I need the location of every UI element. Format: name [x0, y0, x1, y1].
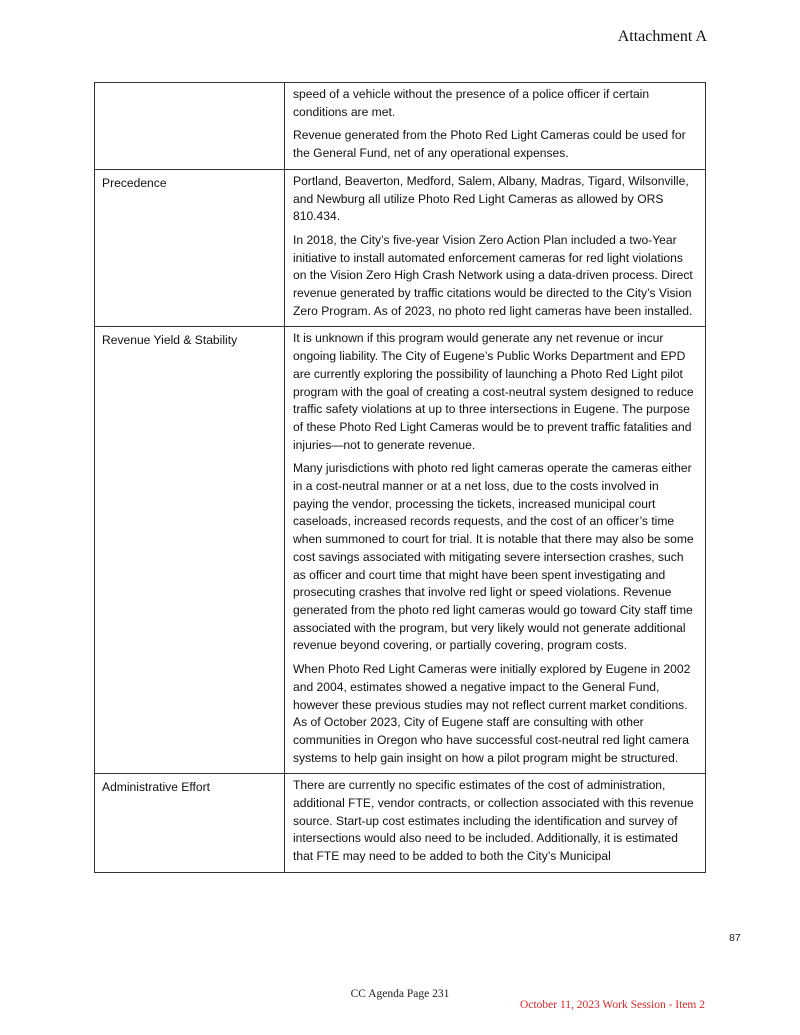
row-content: [285, 169, 706, 327]
table-row-precedence: [95, 169, 706, 327]
row-label: Administrative Effort: [95, 774, 285, 873]
row-content: [285, 327, 706, 774]
document-table: [94, 82, 706, 873]
paragraph: Many jurisdictions with photo red light cameras operate the cameras either in a cost-neutral manner or at a net loss, due to the costs involved in paying the vendor, processing the tickets, increased municipal court caseloads, increased records requests, and the cost of an officer’s time when summoned to court for trial. It is notable that there may also be some cost savings associated with mitigating severe intersection crashes, such as officer and court time that might have been spent investigating and prosecuting crashes that involve red light or speed violations. Revenue generated from the photo red light cameras would go toward City staff time associated with the program, but very likely would not generate additional revenue beyond covering, or partially covering, program costs.: [293, 461, 694, 653]
row-label: Precedence: [95, 169, 285, 327]
paragraph: In 2018, the City’s five-year Vision Zero Action Plan included a two-Year initiative to install automated enforcement cameras for red light violations on the Vision Zero High Crash Network using a data-driven process. Direct revenue generated by traffic citations would be directed to the City’s Vision Zero Program. As of 2023, no photo red light cameras have been installed.: [293, 232, 693, 318]
table-row-continuation: [95, 83, 706, 170]
row-label: Revenue Yield & Stability: [95, 327, 285, 774]
paragraph: speed of a vehicle without the presence of a police officer if certain conditions are met.: [293, 87, 650, 119]
paragraph: Portland, Beaverton, Medford, Salem, Albany, Madras, Tigard, Wilsonville, and Newburg all utilize Photo Red Light Cameras as allowed by ORS 810.434.: [293, 173, 689, 224]
row-content: [285, 774, 706, 873]
attachment-label: Attachment A: [617, 28, 707, 45]
work-session-label: October 11, 2023 Work Session - Item 2: [520, 999, 705, 1011]
paragraph: There are currently no specific estimates of the cost of administration, additional FTE, vendor contracts, or collection associated with this revenue source. Start-up cost estimates including the identification and survey of intersections would also need to be included. Additionally, it is estimated that FTE may need to be added to both the City’s Municipal: [293, 778, 694, 864]
paragraph: When Photo Red Light Cameras were initially explored by Eugene in 2002 and 2004, estimates showed a negative impact to the General Fund, however these previous studies may not reflect current market conditions. As of October 2023, City of Eugene staff are consulting with other communities in Oregon who have successful cost-neutral red light camera systems to help gain insight on how a pilot program might be structured.: [293, 662, 691, 765]
row-content: [285, 83, 706, 170]
table-row-revenue-yield: [95, 327, 706, 774]
table-row-administrative-effort: [95, 774, 706, 873]
paragraph: Revenue generated from the Photo Red Light Cameras could be used for the General Fund, net of any operational expenses.: [293, 128, 686, 161]
paragraph: It is unknown if this program would generate any net revenue or incur ongoing liability. The City of Eugene’s Public Works Department and EPD are currently exploring the possibility of launching a Photo Red Light pilot program with the goal of creating a cost-neutral system designed to reduce traffic safety violations at up to three intersections in Eugene. The purpose of these Photo Red Light Cameras would be to prevent traffic fatalities and injuries—not to generate revenue.: [293, 331, 694, 452]
row-label: [95, 83, 285, 170]
page-number: 87: [729, 932, 741, 944]
agenda-page-label: CC Agenda Page 231: [350, 988, 450, 1000]
